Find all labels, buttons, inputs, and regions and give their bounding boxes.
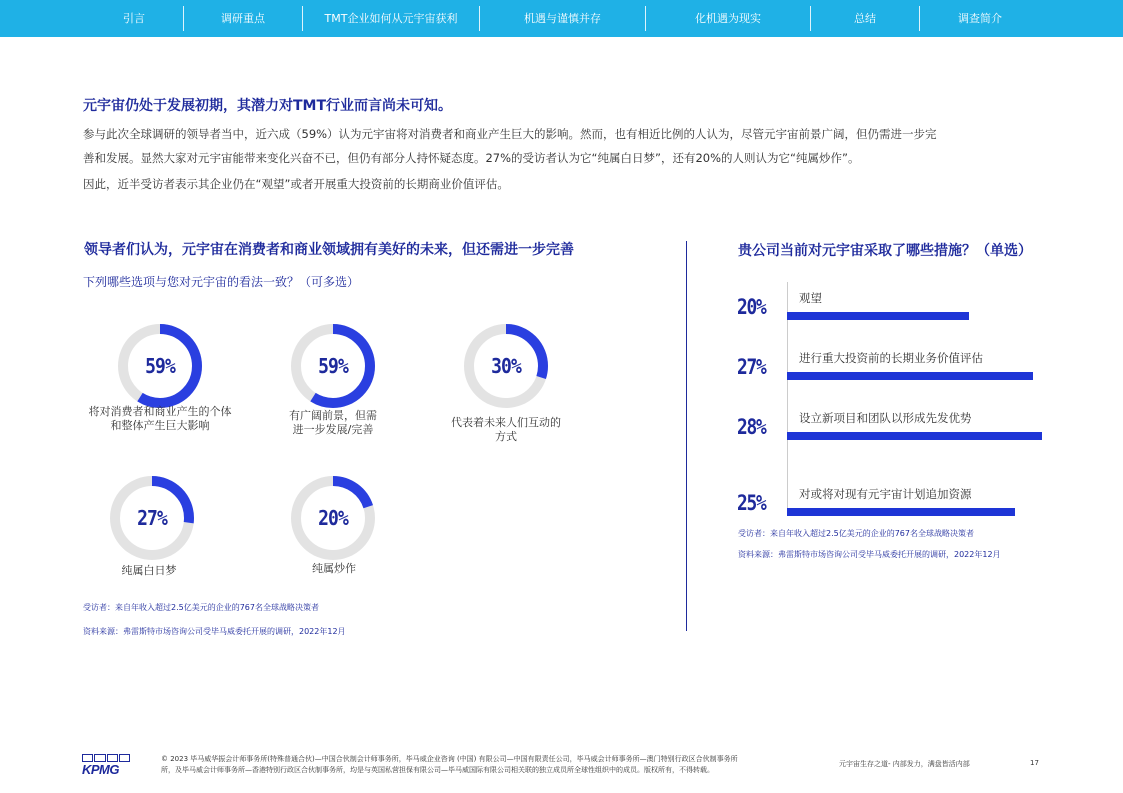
donut-category-label [416, 416, 596, 444]
right-source-note: 资料来源：弗雷斯特市场咨询公司受毕马威委托开展的调研，2022年12月 [738, 550, 1001, 559]
intro-paragraph-line-2: 善和发展。显然大家对元宇宙能带来变化兴奋不已，但仍有部分人持怀疑态度。27%的受访者认为它“纯属白日梦”，还有20%的人则认为它“纯属炒作”。 [83, 151, 860, 165]
bar [787, 432, 1042, 440]
left-respondents-note: 受访者：来自年收入超过2.5亿美元的企业的767名全球战略决策者 [83, 603, 319, 612]
left-section-title: 领导者们认为，元宇宙在消费者和商业领域拥有美好的未来，但还需进一步完善 [84, 242, 574, 258]
donut-category-label [70, 405, 250, 433]
copyright-line-2: 所，及毕马威会计师事务所—香港特别行政区合伙制事务所，均是与英国私营担保有限公司—毕马威国际有限公司相关联的独立成员所全球性组织中的成员。版权所有，不得转载。 [161, 766, 714, 774]
donut-value-label: 20% [318, 506, 348, 530]
bar-category-label: 对或将对现有元宇宙计划追加资源 [799, 487, 972, 501]
page-headline: 元宇宙仍处于发展初期，其潜力对TMT行业而言尚未可知。 [83, 98, 453, 114]
kpmg-logo-text: KPMG [82, 762, 119, 777]
right-section-title: 贵公司当前对元宇宙采取了哪些措施？（单选） [738, 243, 1032, 259]
donut-chart [290, 475, 376, 561]
donut-category-label-line: 有广阔前景，但需 [289, 409, 377, 422]
nav-item-realize[interactable]: 化机遇为现实 [695, 12, 761, 25]
donut-category-label [59, 564, 239, 578]
bar [787, 372, 1033, 380]
donut-category-label-line: 纯属炒作 [312, 562, 356, 575]
right-respondents-note: 受访者：来自年收入超过2.5亿美元的企业的767名全球战略决策者 [738, 529, 974, 538]
survey-question: 下列哪些选项与您对元宇宙的看法一致？（可多选） [83, 275, 360, 289]
kpmg-logo-boxes [82, 754, 130, 762]
donut-chart [463, 323, 549, 409]
page-number: 17 [1030, 759, 1039, 767]
bar-category-label: 设立新项目和团队以形成先发优势 [799, 411, 972, 425]
nav-item-intro[interactable]: 引言 [123, 12, 145, 25]
donut-category-label-line: 方式 [495, 430, 517, 443]
donut-category-label-line: 纯属白日梦 [121, 564, 177, 577]
bar [787, 508, 1015, 516]
donut-category-label-line: 代表着未来人们互动的 [451, 416, 561, 429]
bar-value-label: 20% [737, 295, 766, 319]
donut-category-label [244, 562, 424, 576]
bar-value-label: 28% [737, 415, 766, 439]
intro-paragraph-line-1: 参与此次全球调研的领导者当中，近六成（59%）认为元宇宙将对消费者和商业产生巨大的影响。然而，也有相近比例的人认为，尽管元宇宙前景广阔，但仍需进一步完 [83, 127, 937, 141]
donut-category-label-line: 和整体产生巨大影响 [110, 419, 210, 432]
donut-value-label: 59% [145, 354, 175, 378]
donut-chart [117, 323, 203, 409]
bar-category-label: 进行重大投资前的长期业务价值评估 [799, 351, 983, 365]
top-nav [0, 0, 1123, 37]
bar-category-label: 观望 [799, 291, 822, 305]
intro-paragraph-2: 因此，近半受访者表示其企业仍在“观望”或者开展重大投资前的长期商业价值评估。 [83, 177, 509, 191]
kpmg-logo [82, 754, 130, 776]
donut-value-label: 27% [137, 506, 167, 530]
donut-category-label-line: 进一步发展/完善 [292, 423, 374, 436]
donut-value-label: 30% [491, 354, 521, 378]
copyright-line-1: © 2023 毕马威华振会计师事务所(特殊普通合伙)—中国合伙制会计师事务所，毕马威企业咨询 (中国) 有限公司—中国有限责任公司，毕马威会计师事务所—澳门特别行政区合伙制事务所 [161, 755, 738, 763]
donut-chart [290, 323, 376, 409]
nav-item-survey-intro[interactable]: 调查简介 [958, 12, 1002, 25]
nav-item-opportunity-caution[interactable]: 机遇与谨慎并存 [524, 12, 601, 25]
donut-chart [109, 475, 195, 561]
left-source-note: 资料来源：弗雷斯特市场咨询公司受毕马威委托开展的调研，2022年12月 [83, 627, 346, 636]
nav-item-research-focus[interactable]: 调研重点 [221, 12, 265, 25]
donut-value-label: 59% [318, 354, 348, 378]
nav-item-tmt-profit[interactable]: TMT企业如何从元宇宙获利 [324, 12, 458, 25]
copyright-notice [161, 754, 738, 776]
bar [787, 312, 969, 320]
donut-category-label [243, 409, 423, 437]
section-divider [686, 241, 687, 631]
bar-value-label: 25% [737, 491, 766, 515]
nav-item-summary[interactable]: 总结 [854, 12, 876, 25]
footer-doc-title: 元宇宙生存之道- 内部发力，满盘皆活内部 [839, 760, 970, 768]
donut-category-label-line: 将对消费者和商业产生的个体 [88, 405, 232, 418]
bar-value-label: 27% [737, 355, 766, 379]
